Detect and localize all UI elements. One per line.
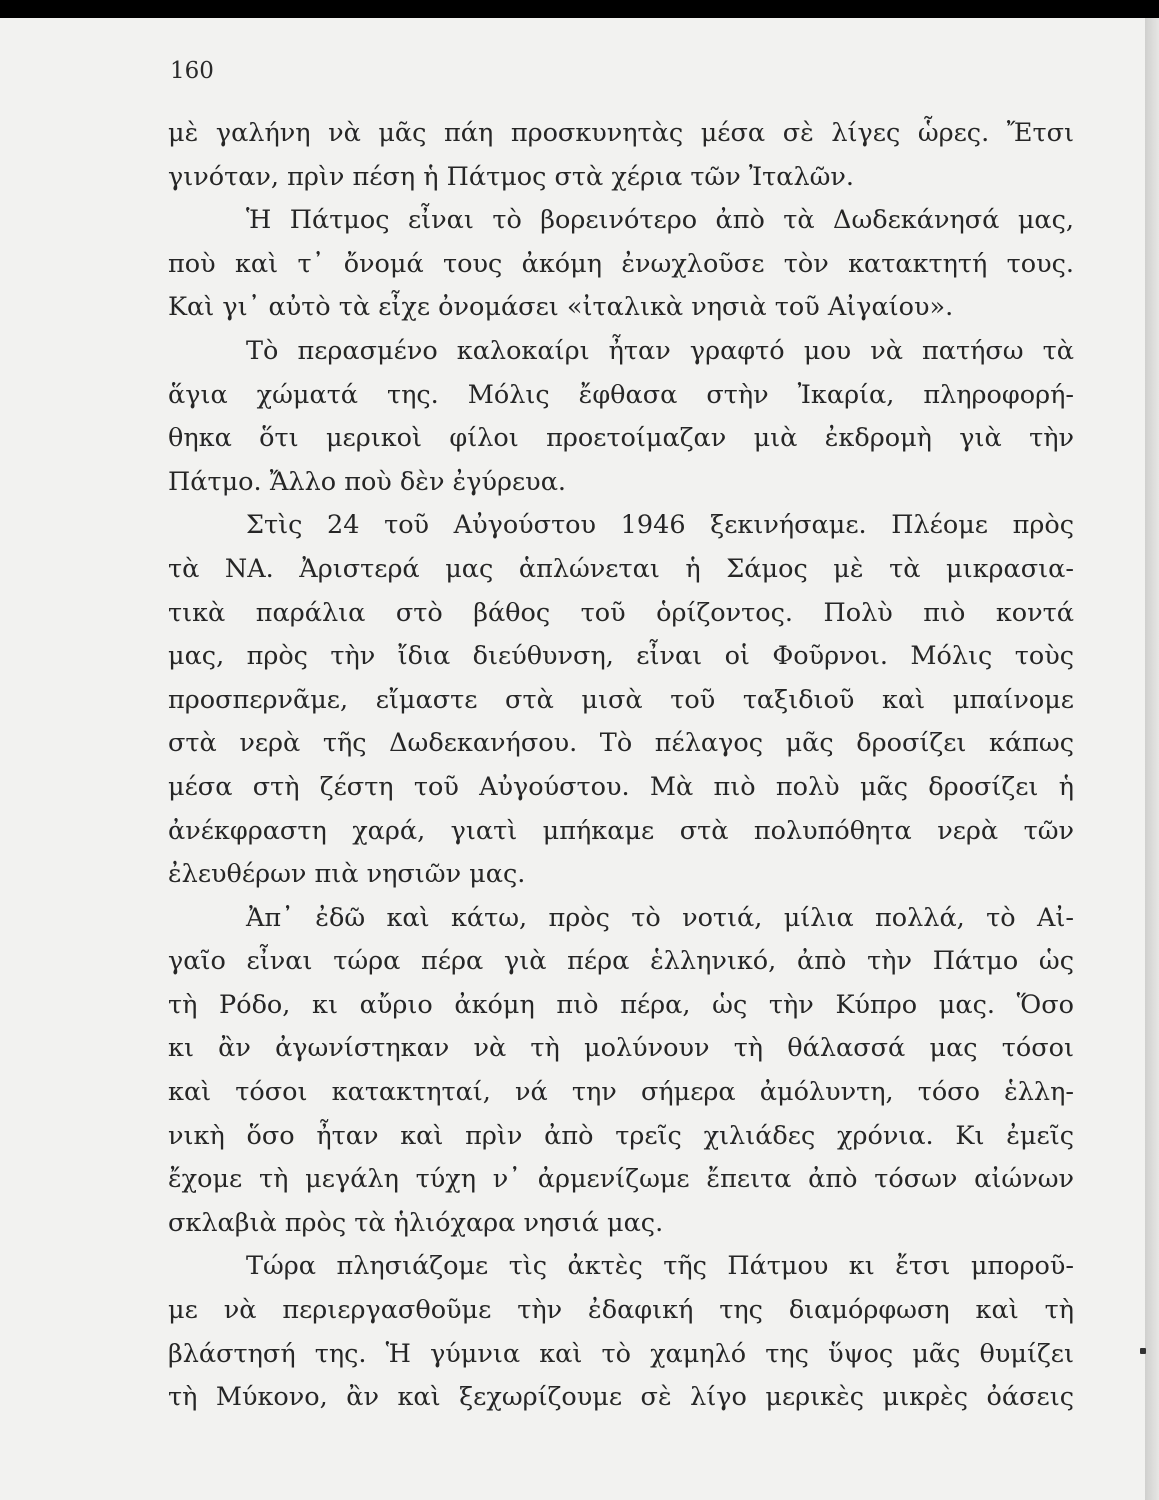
paragraph — [168, 112, 1074, 199]
text-line: Πάτμο. Ἄλλο ποὺ δὲν ἐγύρευα. — [168, 466, 567, 497]
text-line: νικὴ ὅσο ἦταν καὶ πρὶν ἀπὸ τρεῖς χιλιάδες χρόνια. Κι ἐμεῖς — [168, 1120, 1074, 1151]
text-line: μας, πρὸς τὴν ἴδια διεύθυνση, εἶναι οἱ Φοῦρνοι. Μόλις τοὺς — [168, 641, 1074, 672]
text-line: προσπερνᾶμε, εἴμαστε στὰ μισὰ τοῦ ταξιδιοῦ καὶ μπαίνομε — [168, 684, 1074, 715]
text-line: γαῖο εἶναι τώρα πέρα γιὰ πέρα ἑλληνικό, ἀπὸ τὴν Πάτμο ὡς — [168, 946, 1074, 977]
page-edge-shadow — [1145, 18, 1159, 1500]
text-line: ἔχομε τὴ μεγάλη τύχη ν᾿ ἀρμενίζωμε ἔπειτα ἀπὸ τόσων αἰώνων — [168, 1164, 1074, 1195]
margin-mark — [1140, 1348, 1146, 1354]
text-line: τικὰ παράλια στὸ βάθος τοῦ ὁρίζοντος. Πολὺ πιὸ κοντά — [168, 597, 1074, 628]
text-line: Ἀπ᾿ ἐδῶ καὶ κάτω, πρὸς τὸ νοτιά, μίλια πολλά, τὸ Αἰ- — [246, 902, 1074, 933]
text-line: κι ἂν ἀγωνίστηκαν νὰ τὴ μολύνουν τὴ θάλασσά μας τόσοι — [168, 1033, 1074, 1064]
paragraph — [168, 504, 1074, 896]
text-line: Τὸ περασμένο καλοκαίρι ἦταν γραφτό μου νὰ πατήσω τὰ — [246, 335, 1074, 366]
text-line: Στὶς 24 τοῦ Αὐγούστου 1946 ξεκινήσαμε. Πλέομε πρὸς — [246, 510, 1074, 541]
text-line: σκλαβιὰ πρὸς τὰ ἡλιόχαρα νησιά μας. — [168, 1207, 664, 1238]
text-line: ἀνέκφραστη χαρά, γιατὶ μπήκαμε στὰ πολυπόθητα νερὰ τῶν — [168, 815, 1074, 846]
paragraph — [168, 199, 1074, 330]
text-line: τὴ Μύκονο, ἂν καὶ ξεχωρίζουμε σὲ λίγο μερικὲς μικρὲς ὀάσεις — [168, 1382, 1074, 1413]
page-number: 160 — [170, 58, 214, 84]
text-line: τὰ ΝΑ. Ἀριστερά μας ἁπλώνεται ἡ Σάμος μὲ τὰ μικρασια- — [168, 553, 1074, 584]
text-line: ἅγια χώματά της. Μόλις ἔφθασα στὴν Ἰκαρία, πληροφορή- — [168, 379, 1074, 410]
text-line: Τώρα πλησιάζομε τὶς ἀκτὲς τῆς Πάτμου κι ἔτσι μποροῦ- — [246, 1251, 1074, 1282]
text-line: μὲ γαλήνη νὰ μᾶς πάη προσκυνητὰς μέσα σὲ λίγες ὧρες. Ἔτσι — [168, 118, 1074, 148]
text-line: με νὰ περιεργασθοῦμε τὴν ἐδαφική της διαμόρφωση καὶ τὴ — [168, 1295, 1074, 1326]
text-line: τὴ Ρόδο, κι αὔριο ἀκόμη πιὸ πέρα, ὡς τὴν Κύπρο μας. Ὅσο — [168, 989, 1074, 1020]
paragraph — [168, 330, 1074, 504]
text-line: θηκα ὅτι μερικοὶ φίλοι προετοίμαζαν μιὰ ἐκδρομὴ γιὰ τὴν — [168, 423, 1074, 454]
text-line: Καὶ γι᾿ αὐτὸ τὰ εἶχε ὀνομάσει «ἰταλικὰ νησιὰ τοῦ Αἰγαίου». — [168, 292, 954, 323]
text-line: Ἡ Πάτμος εἶναι τὸ βορεινότερο ἀπὸ τὰ Δωδεκάνησά μας, — [246, 205, 1074, 236]
text-line: στὰ νερὰ τῆς Δωδεκανήσου. Τὸ πέλαγος μᾶς δροσίζει κάπως — [168, 728, 1074, 759]
text-line: μέσα στὴ ζέστη τοῦ Αὐγούστου. Μὰ πιὸ πολὺ μᾶς δροσίζει ἡ — [168, 771, 1074, 802]
text-line: καὶ τόσοι κατακτηταί, νά την σήμερα ἀμόλυντη, τόσο ἑλλη- — [168, 1077, 1074, 1108]
paragraph — [168, 1245, 1074, 1419]
body-text — [168, 112, 1074, 1420]
text-line: ἐλευθέρων πιὰ νησιῶν μας. — [168, 859, 526, 890]
text-line: ποὺ καὶ τ᾿ ὄνομά τους ἀκόμη ἐνωχλοῦσε τὸν κατακτητή τους. — [168, 248, 1074, 279]
paragraph — [168, 897, 1074, 1246]
text-line: βλάστησή της. Ἡ γύμνια καὶ τὸ χαμηλό της ὕψος μᾶς θυμίζει — [168, 1338, 1074, 1369]
text-line: γινόταν, πρὶν πέση ἡ Πάτμος στὰ χέρια τῶν Ἰταλῶν. — [168, 161, 855, 192]
